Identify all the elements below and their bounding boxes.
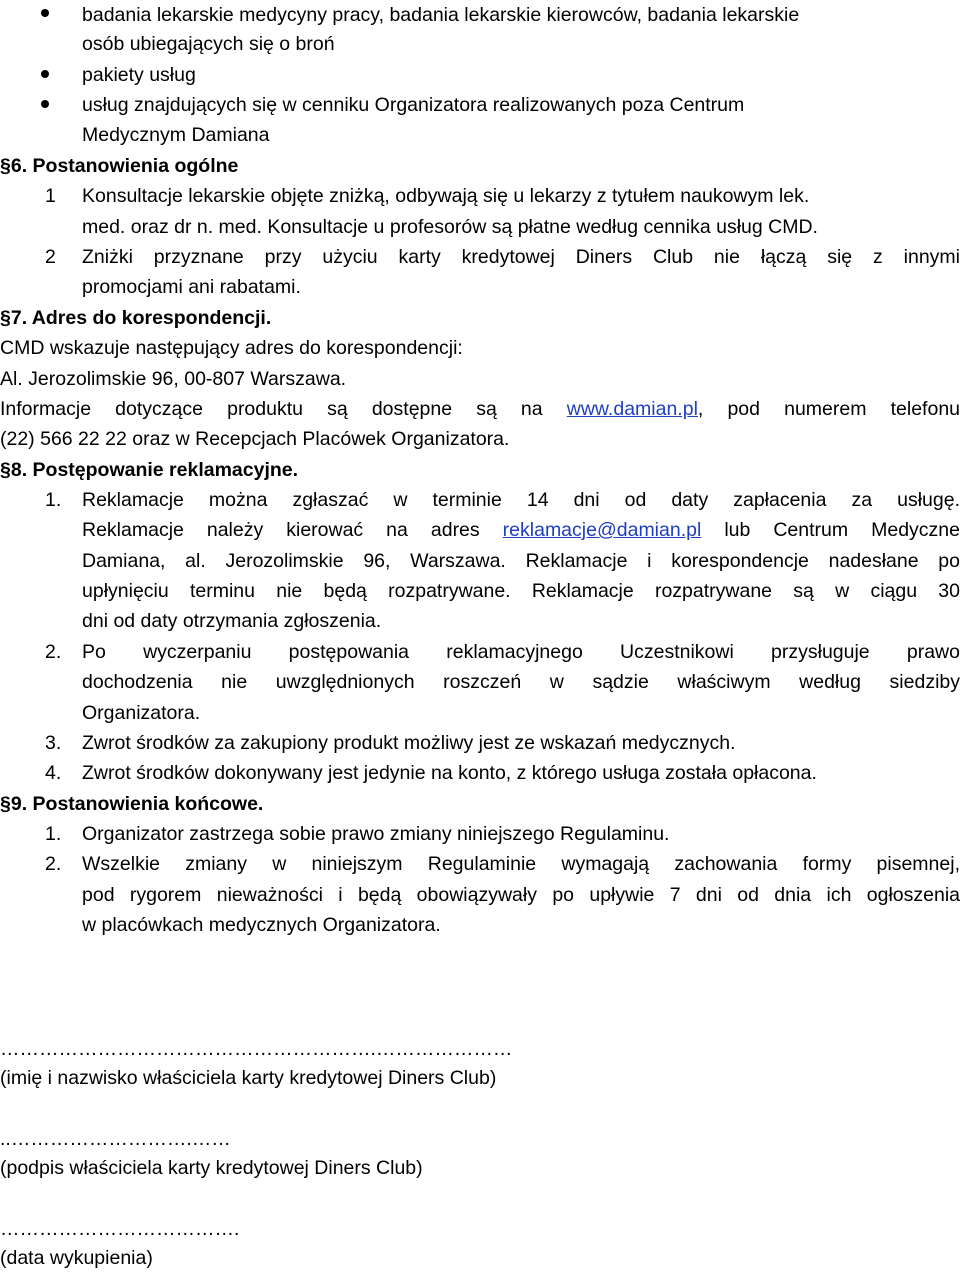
list-item-text: Organizatora.: [82, 702, 201, 724]
list-item-text: Reklamacje można zgłaszać w terminie 14 dni od daty zapłacenia za usługę.: [82, 489, 960, 511]
list-item-text-post: lub Centrum Medyczne: [724, 519, 960, 541]
list-number: 1.: [45, 489, 62, 511]
list-item-text: Zwrot środków za zakupiony produkt możliwy jest ze wskazań medycznych.: [82, 732, 736, 754]
list-number: 2.: [45, 641, 62, 663]
list-item-text: Organizator zastrzega sobie prawo zmiany niniejszego Regulaminu.: [82, 823, 670, 845]
list-item-text: Konsultacje lekarskie objęte zniżką, odbywają się u lekarzy z tytułem naukowym lek.: [82, 185, 810, 207]
bullet-icon: [41, 70, 49, 78]
list-item-text: [82, 515, 960, 545]
list-item-text: Po wyczerpaniu postępowania reklamacyjnego Uczestnikowi przysługuje prawo: [82, 641, 960, 663]
list-number: 4.: [45, 762, 62, 784]
list-item-text: Wszelkie zmiany w niniejszym Regulaminie wymagają zachowania formy pisemnej,: [82, 853, 960, 875]
paragraph-line: CMD wskazuje następujący adres do korespondencji:: [0, 337, 463, 359]
info-text-post: , pod numerem telefonu: [697, 398, 960, 420]
bullet-icon: [41, 9, 49, 17]
signature-dots-date: ……………………………….: [0, 1218, 240, 1240]
section-8-heading: §8. Postępowanie reklamacyjne.: [0, 459, 299, 481]
list-item-text: promocjami ani rabatami.: [82, 276, 301, 298]
list-item-text: dochodzenia nie uwzględnionych roszczeń w sądzie właściwym według siedziby: [82, 671, 960, 693]
email-link[interactable]: reklamacje@damian.pl: [502, 519, 702, 541]
list-item-text: Zniżki przyznane przy użyciu karty kredytowej Diners Club nie łączą się z innymi: [82, 246, 960, 268]
section-7-heading: §7. Adres do korespondencji.: [0, 307, 272, 329]
list-item-text: pod rygorem nieważności i będą obowiązywały po upływie 7 dni od dnia ich ogłoszenia: [82, 884, 960, 906]
list-number: 3.: [45, 732, 62, 754]
bullet-text: pakiety usług: [82, 64, 196, 86]
list-item-text-pre: Reklamacje należy kierować na adres: [82, 519, 480, 541]
bullet-text: Medycznym Damiana: [82, 124, 270, 146]
list-number: 2.: [45, 853, 62, 875]
signature-label-sign: (podpis właściciela karty kredytowej Diners Club): [0, 1157, 423, 1179]
paragraph-line: (22) 566 22 22 oraz w Recepcjach Placówek Organizatora.: [0, 428, 510, 450]
section-6-heading: §6. Postanowienia ogólne: [0, 155, 239, 177]
list-item-text: med. oraz dr n. med. Konsultacje u profesorów są płatne według cennika usług CMD.: [82, 216, 818, 238]
list-item-text: w placówkach medycznych Organizatora.: [82, 914, 441, 936]
info-line: [0, 394, 960, 424]
list-item-text: Damiana, al. Jerozolimskie 96, Warszawa. Reklamacje i korespondencje nadesłane po: [82, 550, 960, 572]
bullet-icon: [41, 100, 49, 108]
list-number: 2: [45, 246, 56, 268]
signature-label-date: (data wykupienia): [0, 1247, 153, 1269]
signature-label-name: (imię i nazwisko właściciela karty kredytowej Diners Club): [0, 1067, 497, 1089]
website-link[interactable]: www.damian.pl: [566, 398, 698, 420]
bullet-text: osób ubiegających się o broń: [82, 33, 335, 55]
list-number: 1: [45, 185, 56, 207]
bullet-text: usług znajdujących się w cenniku Organizatora realizowanych poza Centrum: [82, 94, 745, 116]
list-number: 1.: [45, 823, 62, 845]
list-item-text: dni od daty otrzymania zgłoszenia.: [82, 610, 382, 632]
address-line: Al. Jerozolimskie 96, 00-807 Warszawa.: [0, 368, 347, 390]
list-item-text: upłynięciu terminu nie będą rozpatrywane. Reklamacje rozpatrywane są w ciągu 30: [82, 580, 960, 602]
list-item-text: Zwrot środków dokonywany jest jedynie na konto, z którego usługa została opłacona.: [82, 762, 817, 784]
section-9-heading: §9. Postanowienia końcowe.: [0, 793, 264, 815]
signature-dots-sign: ..……………………….……: [0, 1128, 231, 1150]
info-text: Informacje dotyczące produktu są dostępne są na: [0, 398, 543, 420]
signature-dots-name: ………………………………………………….…………………: [0, 1038, 513, 1060]
bullet-text: badania lekarskie medycyny pracy, badania lekarskie kierowców, badania lekarskie: [82, 4, 800, 26]
